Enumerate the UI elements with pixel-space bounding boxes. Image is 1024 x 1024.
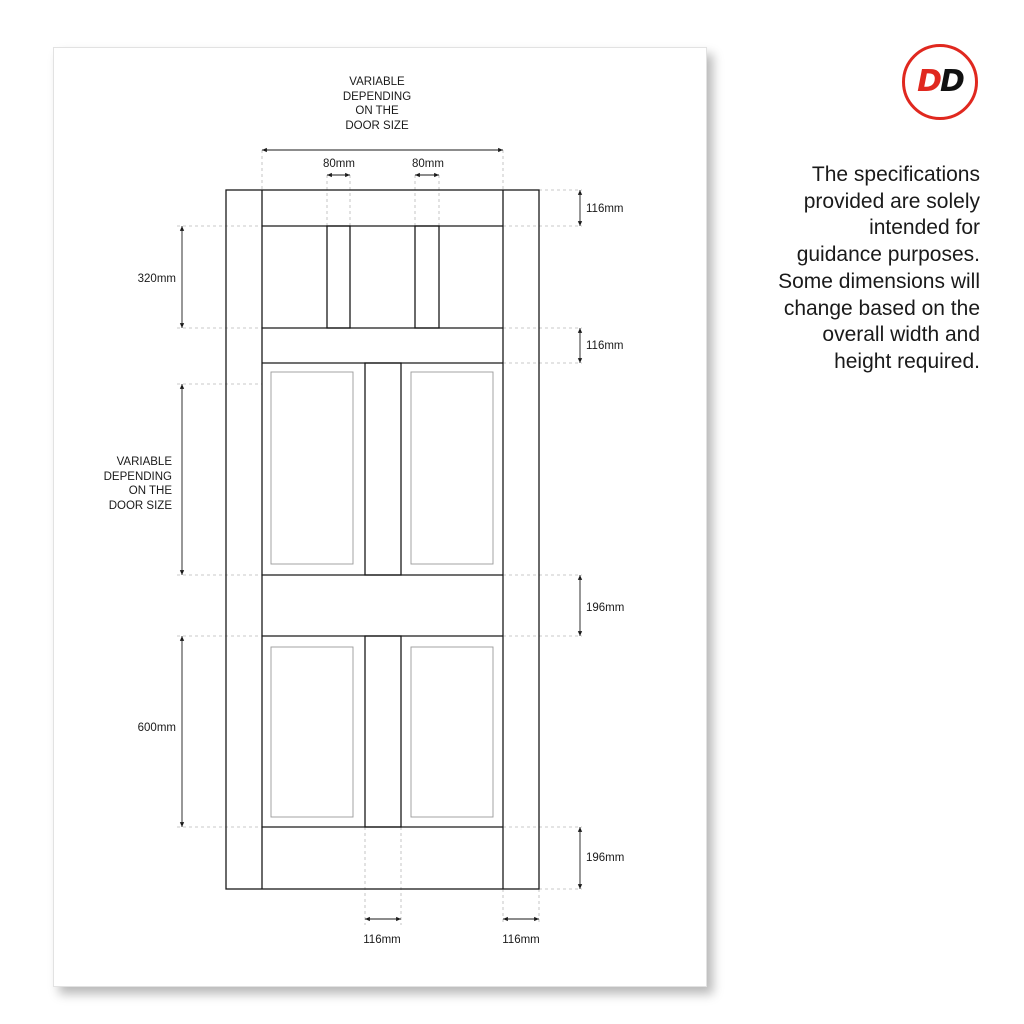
- side-label-line: ON THE: [128, 485, 172, 497]
- disclaimer-note: [740, 162, 980, 376]
- lower-panel-label: 600mm: [137, 722, 176, 734]
- title-label-line: DOOR SIZE: [345, 120, 409, 132]
- note-line: overall width and: [822, 323, 980, 347]
- logo-letter-red: D: [917, 64, 940, 99]
- right-muntin-label: 80mm: [412, 158, 444, 170]
- mid-rail-label: 196mm: [586, 602, 625, 614]
- bottom-rail-label: 196mm: [586, 852, 625, 864]
- title-label-line: DEPENDING: [342, 91, 412, 103]
- lock-rail-label: 116mm: [586, 340, 624, 352]
- title-label-line: VARIABLE: [349, 76, 405, 88]
- left-muntin-label: 80mm: [323, 158, 355, 170]
- center-muntin-label: 116mm: [363, 934, 401, 946]
- dimension-lines: [182, 150, 580, 919]
- upper-right-panel: [411, 372, 493, 564]
- lower-center-muntin: [365, 636, 401, 827]
- side-label-line: DEPENDING: [103, 471, 172, 483]
- lower-left-panel: [271, 647, 353, 817]
- note-line: height required.: [834, 349, 980, 373]
- side-label-line: VARIABLE: [116, 456, 172, 468]
- stile-label: 116mm: [502, 934, 540, 946]
- note-line: intended for: [869, 216, 980, 240]
- door-frame: [226, 190, 539, 889]
- glass-height-label: 320mm: [137, 273, 176, 285]
- side-label-line: DOOR SIZE: [108, 500, 172, 512]
- note-line: provided are solely: [803, 189, 980, 213]
- lower-right-panel: [411, 647, 493, 817]
- note-line: The specifications: [811, 163, 980, 186]
- extension-lines: [177, 150, 582, 925]
- note-line: change based on the: [783, 296, 980, 320]
- title-label-line: ON THE: [355, 105, 399, 117]
- upper-center-muntin: [365, 363, 401, 575]
- left-glass-muntin: [327, 226, 350, 328]
- note-line: guidance purposes.: [796, 243, 980, 267]
- right-glass-muntin: [415, 226, 439, 328]
- dd-logo: [902, 44, 978, 120]
- logo-letter-black: D: [940, 64, 963, 99]
- upper-left-panel: [271, 372, 353, 564]
- logo-text: [917, 64, 963, 99]
- door-outline: [226, 190, 539, 889]
- note-line: Some dimensions will: [778, 269, 980, 293]
- top-rail-label: 116mm: [586, 203, 624, 215]
